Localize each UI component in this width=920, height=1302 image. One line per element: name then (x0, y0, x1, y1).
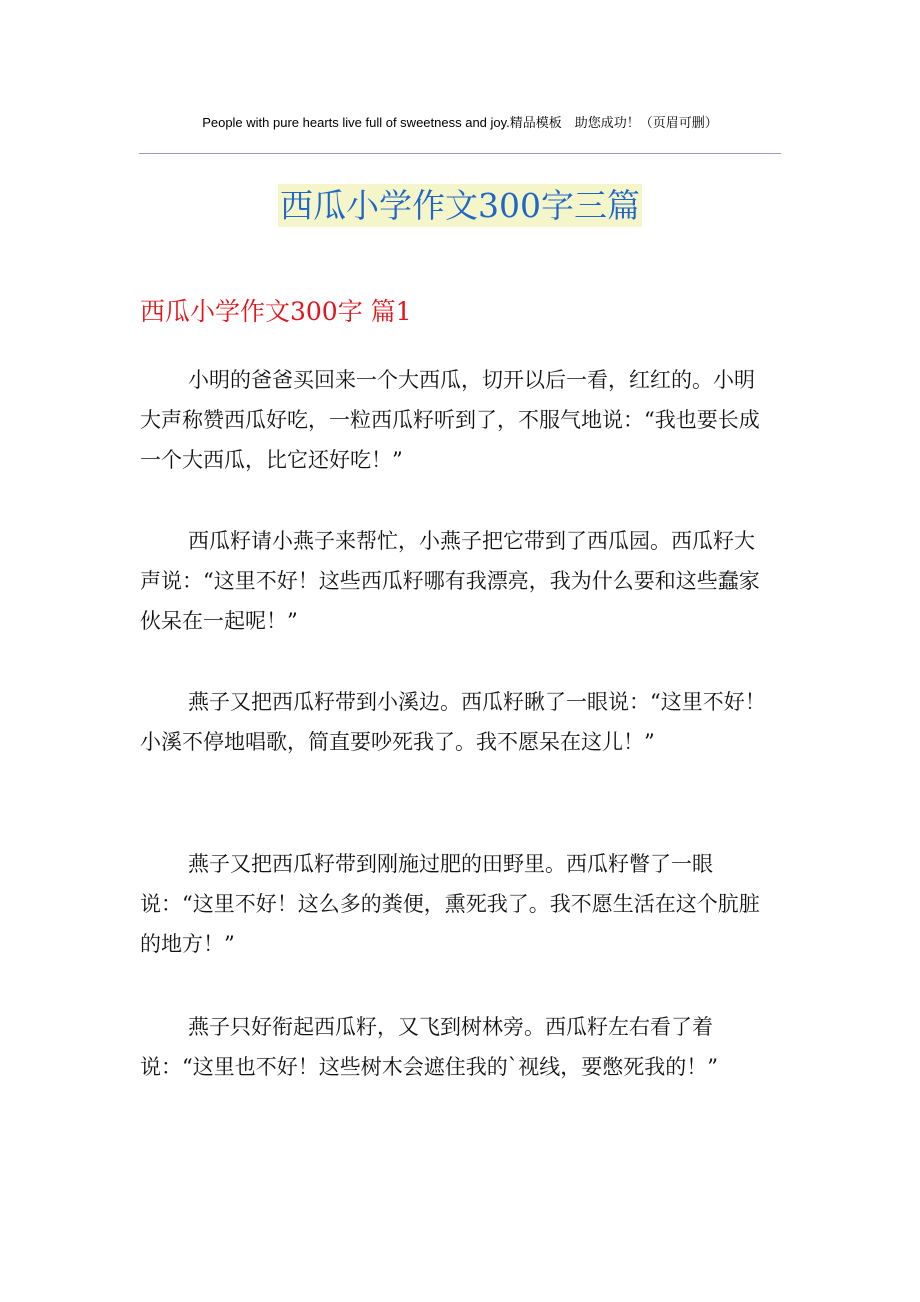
paragraph-2: 西瓜籽请小燕子来帮忙，小燕子把它带到了西瓜园。西瓜籽大声说：“这里不好！这些西瓜籽哪有我漂亮，我为什么要和这些蠢家伙呆在一起呢！” (140, 529, 760, 633)
document-title: 西瓜小学作文300字三篇 (280, 186, 640, 225)
document-title-block (0, 183, 920, 229)
page-header-text: People with pure hearts live full of sweetness and joy.精品模板 助您成功！（页眉可删） (202, 115, 718, 130)
paragraph-1: 小明的爸爸买回来一个大西瓜，切开以后一看，红红的。小明大声称赞西瓜好吃，一粒西瓜籽听到了，不服气地说：“我也要长成一个大西瓜，比它还好吃！” (140, 368, 760, 472)
paragraph-5: 燕子只好衔起西瓜籽，又飞到树林旁。西瓜籽左右看了着说：“这里也不好！这些树木会遮住我的`视线，要憋死我的！” (140, 1015, 718, 1079)
header-divider (139, 153, 781, 154)
section-heading: 西瓜小学作文300字 篇1 (140, 297, 412, 326)
paragraph-3: 燕子又把西瓜籽带到小溪边。西瓜籽瞅了一眼说：“这里不好！小溪不停地唱歌，简直要吵死我了。我不愿呆在这儿！” (140, 690, 766, 754)
paragraph-4: 燕子又把西瓜籽带到刚施过肥的田野里。西瓜籽瞥了一眼说：“这里不好！这么多的粪便，熏死我了。我不愿生活在这个肮脏的地方！” (140, 852, 760, 956)
